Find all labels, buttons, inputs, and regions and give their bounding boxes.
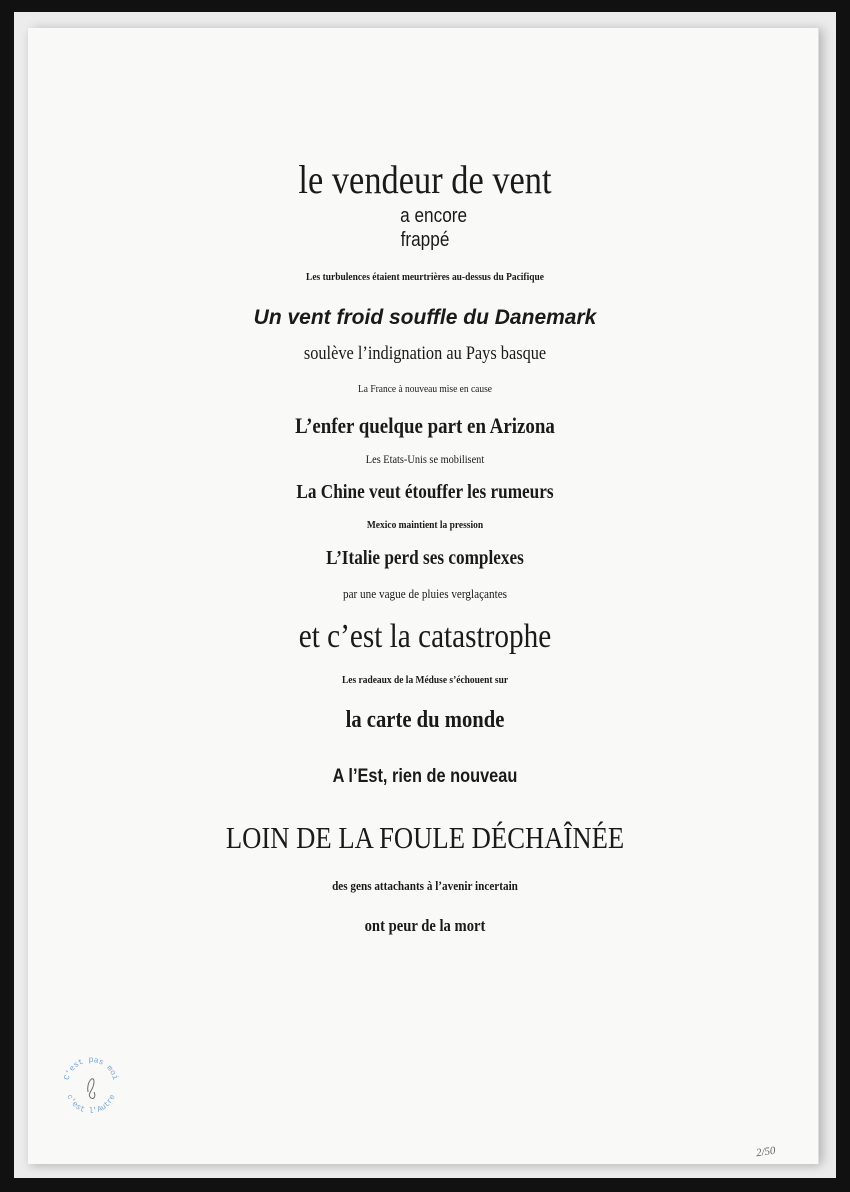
svg-text:c'est l'Autre	[64, 1093, 117, 1116]
poem-line-enfer: L’enfer quelque part en Arizona	[295, 413, 555, 438]
poem-line-loin: LOIN DE LA FOULE DÉCHAÎNÉE	[225, 820, 625, 855]
signature-icon	[88, 1079, 95, 1099]
stamp-top-text: C'est pas moi	[62, 1056, 120, 1082]
poem-line-est: A l’Est, rien de nouveau	[332, 766, 518, 787]
poem-line-france: La France à nouveau mise en cause	[358, 383, 492, 395]
poem-line-etats-unis: Les Etats-Unis se mobilisent	[365, 452, 485, 466]
edition-number: 2/50	[755, 1144, 777, 1160]
svg-text:C'est pas moi	[63, 1056, 120, 1081]
poem-line-carte: la carte du monde	[345, 707, 505, 733]
poem-line-gens: des gens attachants à l’avenir incertain	[332, 878, 518, 893]
stamp-seal-icon	[58, 1052, 124, 1118]
poem-line-turbulences: Les turbulences étaient meurtrières au-dessus du Pacifique	[306, 271, 544, 283]
poem-line-vague: par une vague de pluies verglaçantes	[342, 586, 508, 601]
poem-line-souleve: soulève l’indignation au Pays basque	[303, 343, 547, 364]
poem-line-catastrophe: et c’est la catastrophe	[298, 618, 552, 655]
poem-line-radeaux: Les radeaux de la Méduse s’échouent sur	[341, 674, 509, 686]
poem-line-frappe: frappé	[400, 229, 450, 251]
poem-title: le vendeur de vent	[298, 157, 552, 202]
artist-stamp	[58, 1052, 124, 1118]
stamp-bottom-text: c'est l'Autre	[64, 1093, 118, 1116]
poem-line-italie: L’Italie perd ses complexes	[326, 547, 524, 569]
poem-line-danemark: Un vent froid souffle du Danemark	[253, 306, 597, 329]
poem-line-mort: ont peur de la mort	[364, 916, 486, 935]
poem-line-chine: La Chine veut étouffer les rumeurs	[296, 481, 554, 503]
poem-line-mexico: Mexico maintient la pression	[366, 519, 484, 531]
poem-line-encore: a encore	[400, 205, 468, 227]
